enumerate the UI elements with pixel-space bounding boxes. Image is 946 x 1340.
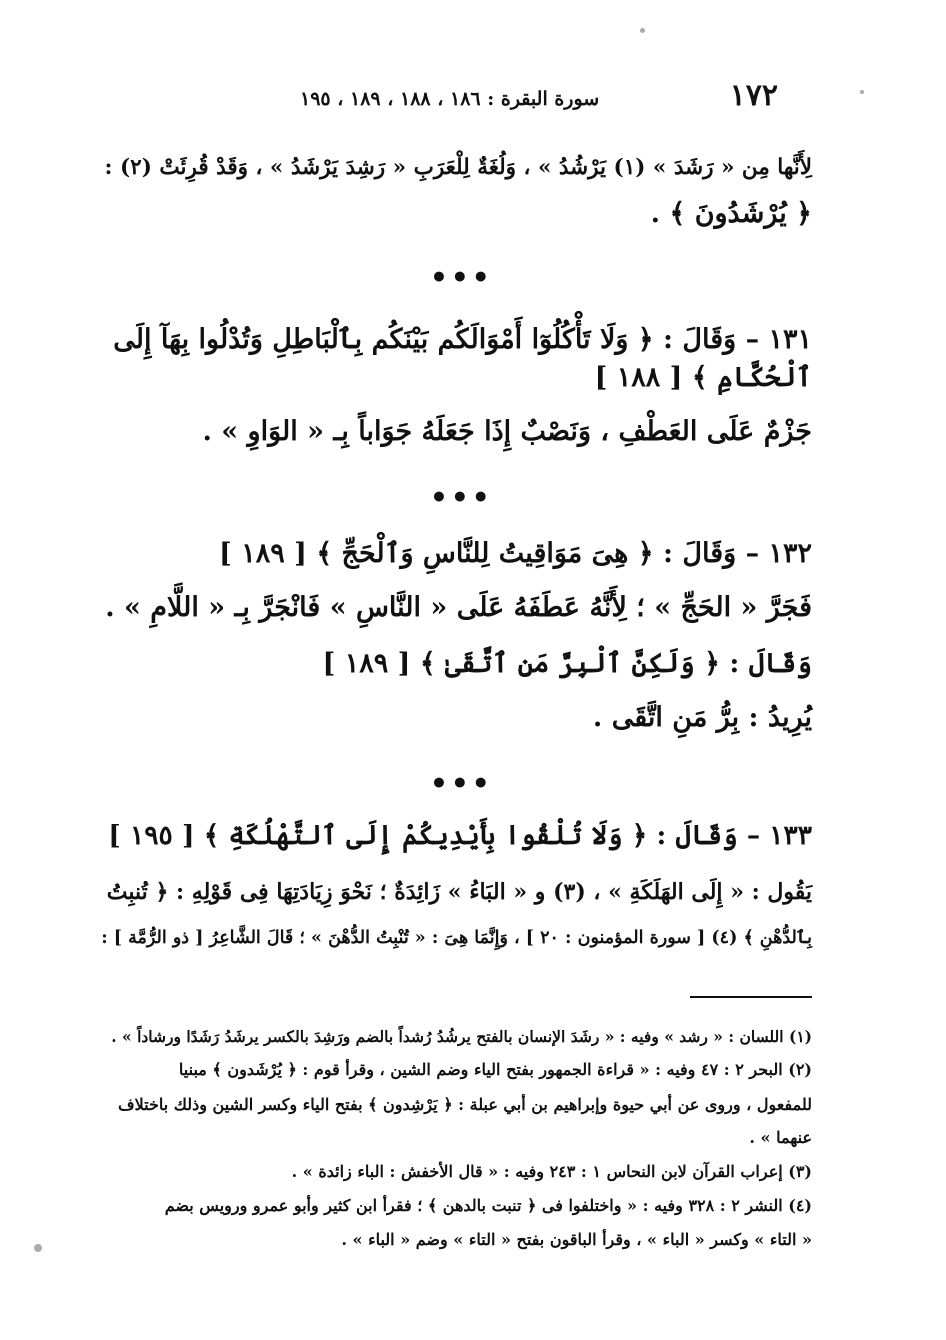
page-number: ١٧٢ [729, 78, 778, 113]
footnote-2-cont: للمفعول ، وروى عن أبي حيوة وإبراهيم بن أبي عبلة : ﴿ يَرْشِدون ﴾ بفتح الياء وكسر الشين وذلك باختلاف [118, 1095, 812, 1114]
text-line-1: لِأَنَّها مِن « رَشَدَ » (١) يَرْشُدُ » ، وَلُغَةٌ لِلْعَرَبِ « رَشِدَ يَرْشَدُ » ، وَقَدْ قُرِئَتْ (٢) : [104, 155, 812, 180]
footnote-2-end: عنهما » . [749, 1128, 812, 1147]
footnote-1: (١) اللسان : « رشد » وفيه : « رشَدَ الإنسان بالفتح يرشُدُ رُشداً بالضم ورَشِدَ بالكسر يرشَدُ رَشَدًا ورشاداً » . [111, 1027, 812, 1046]
footnote-2: (٢) البحر ٢ : ٤٧ وفيه : « قراءة الجمهور بفتح الياء وضم الشين ، وقرأ قوم : ﴿ يُرْشَدون ﴾ مبنيا [178, 1060, 812, 1079]
entry-133-commentary: يَقُول : « إِلَى الهَلَكَةِ » ، (٣) و « البَاءُ » زَائِدَةٌ ؛ نَحْوَ زِيَادَتِهَا فِى قَوْلِهِ : ﴿ تُنبِتُ [106, 879, 812, 905]
page-header [300, 78, 778, 118]
running-head: سورة البقرة : ١٨٦ ، ١٨٨ ، ١٨٩ ، ١٩٥ [300, 88, 600, 110]
entry-132-verse-2: وَقَالَ : ﴿ وَلَكِنَّ ٱلْبِرَّ مَنِ ٱتَّقَىٰ ﴾ [ ١٨٩ ] [322, 648, 812, 679]
section-separator: ••• [430, 767, 493, 800]
entry-132-commentary-2: يُرِيدُ : بِرُّ مَنِ اتَّقَى . [592, 702, 812, 733]
footnote-4-cont: « التاء » وكسر « الباء » ، وقرأ الباقون بفتح « التاء » وضم « الباء » . [341, 1230, 812, 1249]
scan-speck [860, 90, 864, 94]
footnote-3: (٣) إعراب القرآن لابن النحاس ١ : ٢٤٣ وفيه : « قال الأخفش : الباء زائدة » . [291, 1162, 812, 1181]
entry-131-commentary: جَزْمٌ عَلَى العَطْفِ ، وَنَصْبٌ إِذَا جَعَلَهُ جَوَاباً بِـ « الوَاوِ » . [202, 416, 812, 447]
scan-speck [34, 1244, 42, 1252]
section-separator: ••• [430, 481, 493, 514]
section-separator: ••• [430, 261, 493, 294]
scan-speck [640, 28, 645, 33]
entry-131-verse-cont: ٱلْحُكَّامِ ﴾ [ ١٨٨ ] [594, 362, 812, 393]
entry-132-commentary: فَجَرَّ « الحَجِّ » ؛ لِأَنَّهُ عَطَفَهُ عَلَى « النَّاسِ » فَانْجَرَّ بِـ « اللَّامِ » . [105, 592, 812, 623]
entry-131-verse: ١٣١ – وَقَالَ : ﴿ وَلَا تَأْكُلُوٓا أَمْوَالَكُم بَيْنَكُم بِٱلْبَاطِلِ وَتُدْلُوا بِهَآ إِلَى [113, 324, 812, 355]
entry-133-commentary-cont: بِٱلدُّهْنِ ﴾ (٤) [ سورة المؤمنون : ٢٠ ] ، وَإِنَّمَا هِىَ : « تُنْبِتُ الدُّهْنَ » ؛ قَالَ الشَّاعِرُ [ ذو الرُّمَّة ] : [101, 928, 812, 948]
footnote-rule [690, 996, 812, 998]
entry-133-verse: ١٣٣ – وَقَالَ : ﴿ وَلَا تُلْقُوا بِأَيْدِيكُمْ إِلَى ٱلتَّهْلُكَةِ ﴾ [ ١٩٥ ] [108, 820, 812, 851]
entry-132-verse: ١٣٢ – وَقَالَ : ﴿ هِىَ مَوَاقِيتُ لِلنَّاسِ وَٱلْحَجِّ ﴾ [ ١٨٩ ] [219, 538, 812, 569]
text-line-2: ﴿ يُرْشَدُونَ ﴾ . [650, 198, 812, 229]
footnote-4: (٤) النشر ٢ : ٣٢٨ وفيه : « واختلفوا فى ﴿ تنبت بالدهن ﴾ ؛ فقرأ ابن كثير وأبو عمرو ورويس بضم [164, 1196, 812, 1215]
